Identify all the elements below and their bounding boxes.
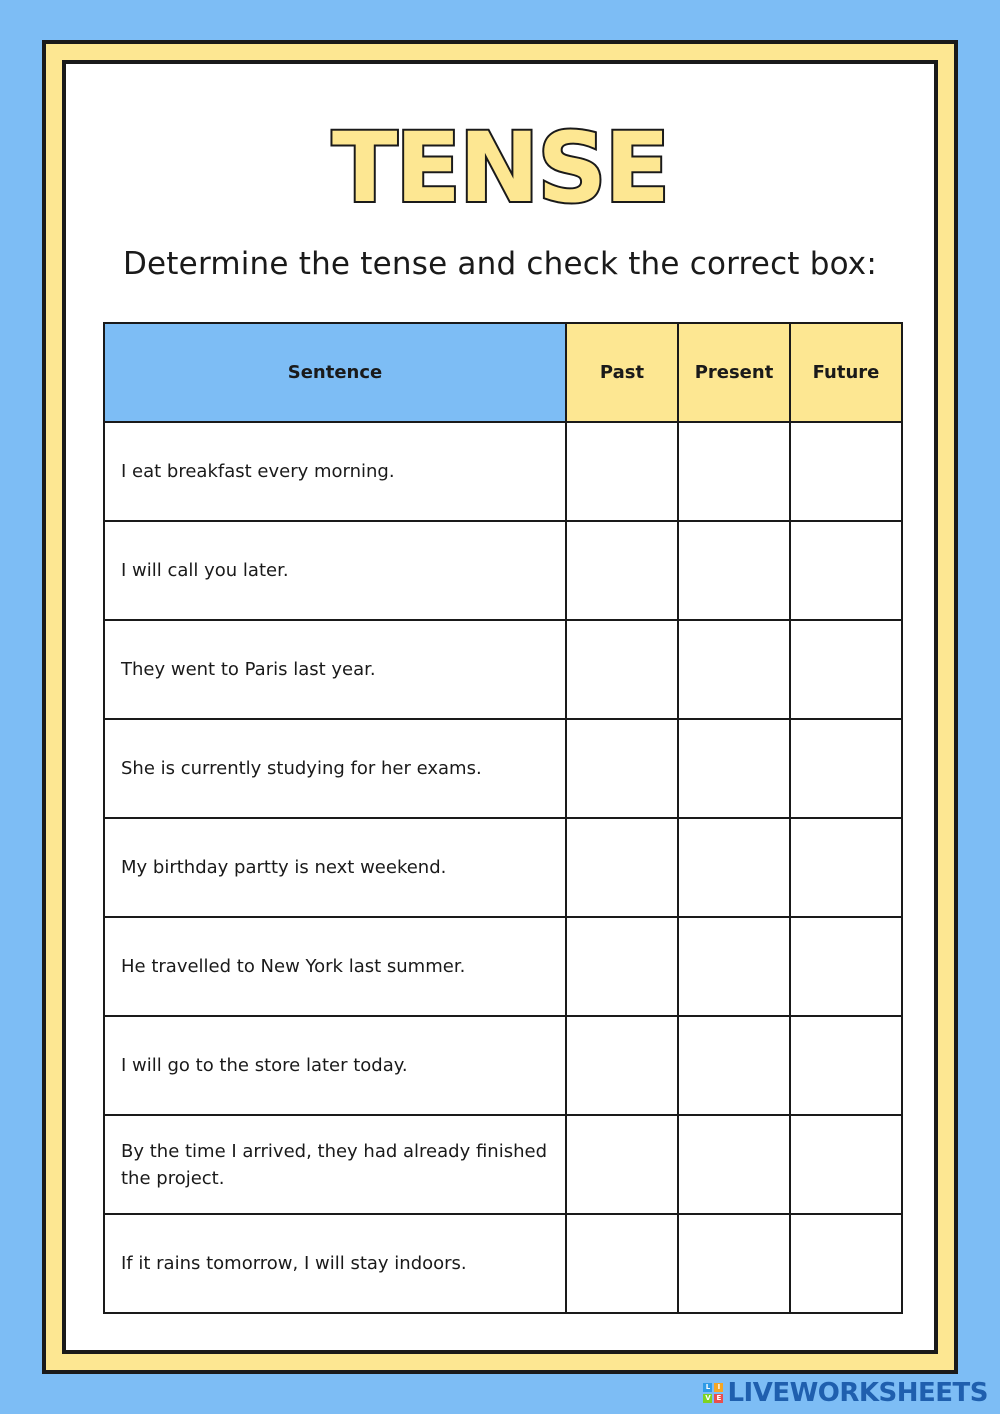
table-row	[104, 521, 902, 620]
future-checkbox[interactable]	[790, 818, 902, 917]
present-checkbox[interactable]	[678, 917, 790, 1016]
liveworksheets-logo-text: LIVEWORKSHEETS	[727, 1378, 988, 1408]
future-checkbox[interactable]	[790, 917, 902, 1016]
table-row	[104, 917, 902, 1016]
present-checkbox[interactable]	[678, 818, 790, 917]
header-present: Present	[678, 323, 790, 422]
future-checkbox[interactable]	[790, 719, 902, 818]
sentence-cell: They went to Paris last year.	[104, 620, 566, 719]
worksheet-page	[62, 60, 938, 1354]
table-header-row	[104, 323, 902, 422]
header-past: Past	[566, 323, 678, 422]
past-checkbox[interactable]	[566, 1115, 678, 1214]
past-checkbox[interactable]	[566, 422, 678, 521]
future-checkbox[interactable]	[790, 521, 902, 620]
past-checkbox[interactable]	[566, 818, 678, 917]
sentence-cell: He travelled to New York last summer.	[104, 917, 566, 1016]
sentence-cell: By the time I arrived, they had already finished the project.	[104, 1115, 566, 1214]
future-checkbox[interactable]	[790, 1115, 902, 1214]
table-row	[104, 719, 902, 818]
present-checkbox[interactable]	[678, 719, 790, 818]
worksheet-instruction: Determine the tense and check the correct box:	[122, 246, 878, 282]
table-row	[104, 620, 902, 719]
liveworksheets-logo[interactable]	[703, 1378, 988, 1408]
present-checkbox[interactable]	[678, 1115, 790, 1214]
table-row	[104, 1115, 902, 1214]
future-checkbox[interactable]	[790, 620, 902, 719]
liveworksheets-logo-icon	[703, 1383, 723, 1403]
header-future: Future	[790, 323, 902, 422]
present-checkbox[interactable]	[678, 422, 790, 521]
sentence-cell: She is currently studying for her exams.	[104, 719, 566, 818]
past-checkbox[interactable]	[566, 719, 678, 818]
table-row	[104, 1214, 902, 1313]
worksheet-outer-frame	[42, 40, 958, 1374]
sentence-cell: My birthday partty is next weekend.	[104, 818, 566, 917]
logo-mark-letter: V	[705, 1394, 711, 1402]
tense-table	[103, 322, 903, 1314]
future-checkbox[interactable]	[790, 1214, 902, 1313]
logo-mark-letter: I	[714, 1383, 723, 1392]
future-checkbox[interactable]	[790, 422, 902, 521]
present-checkbox[interactable]	[678, 620, 790, 719]
logo-mark-letter: L	[703, 1383, 712, 1392]
present-checkbox[interactable]	[678, 1016, 790, 1115]
table-row	[104, 1016, 902, 1115]
table-row	[104, 818, 902, 917]
past-checkbox[interactable]	[566, 1016, 678, 1115]
past-checkbox[interactable]	[566, 1214, 678, 1313]
table-row	[104, 422, 902, 521]
past-checkbox[interactable]	[566, 917, 678, 1016]
sentence-cell: I will call you later.	[104, 521, 566, 620]
header-sentence: Sentence	[104, 323, 566, 422]
future-checkbox[interactable]	[790, 1016, 902, 1115]
logo-mark-letter: E	[714, 1394, 723, 1403]
sentence-cell: I eat breakfast every morning.	[104, 422, 566, 521]
past-checkbox[interactable]	[566, 620, 678, 719]
past-checkbox[interactable]	[566, 521, 678, 620]
sentence-cell: If it rains tomorrow, I will stay indoors.	[104, 1214, 566, 1313]
worksheet-title: TENSE	[331, 112, 669, 224]
sentence-cell: I will go to the store later today.	[104, 1016, 566, 1115]
present-checkbox[interactable]	[678, 1214, 790, 1313]
present-checkbox[interactable]	[678, 521, 790, 620]
